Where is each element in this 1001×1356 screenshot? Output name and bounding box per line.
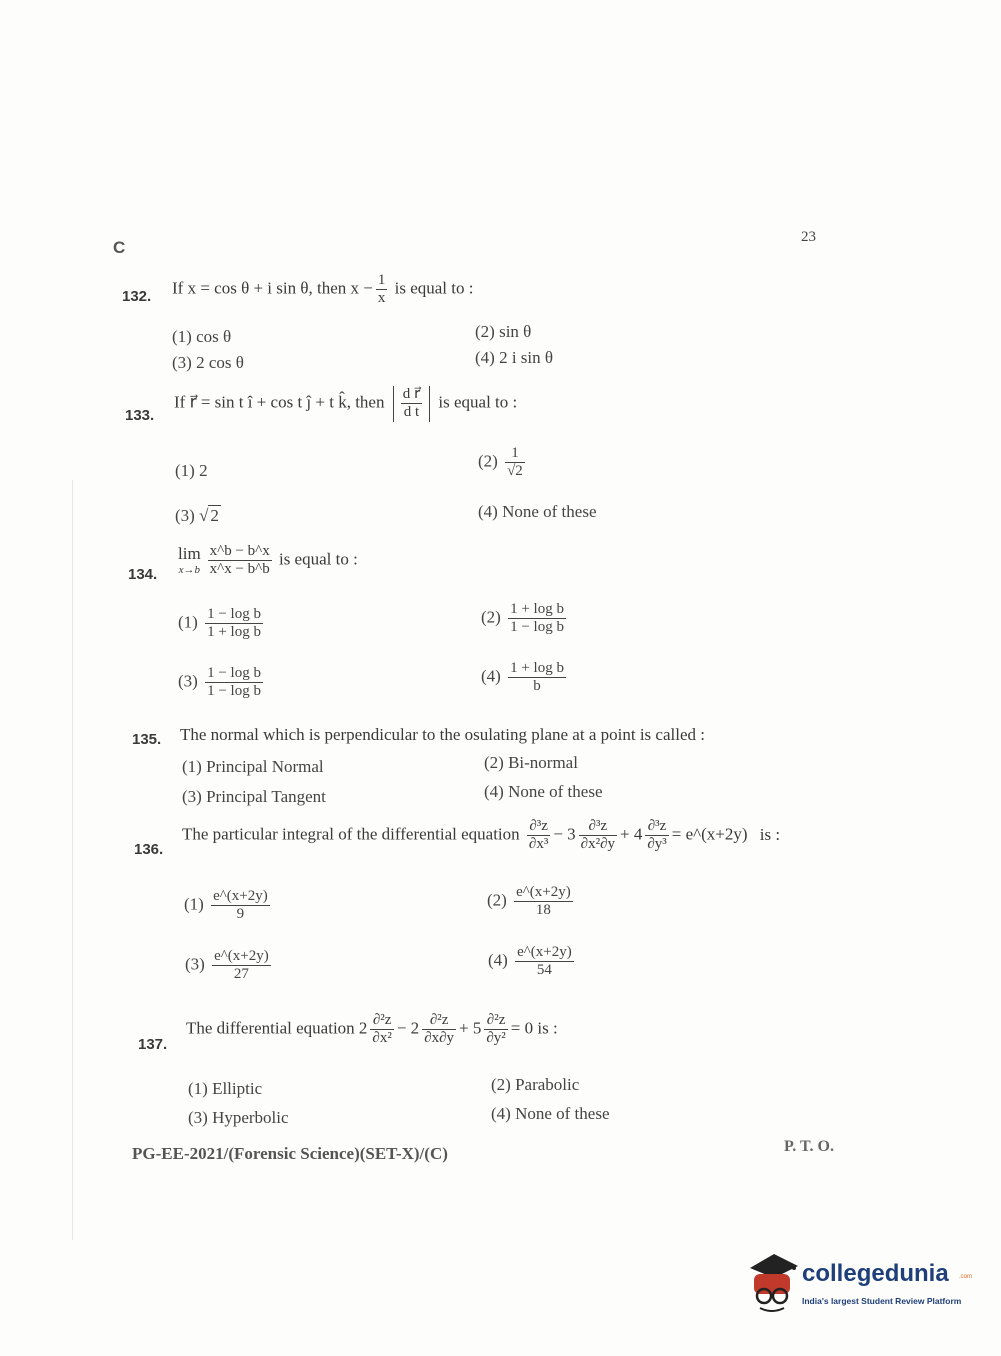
page-margin-line [72, 480, 73, 1240]
question-suffix: is equal to : [394, 278, 474, 298]
question-text: The normal which is perpendicular to the osulating plane at a point is called : [180, 725, 705, 744]
option-label: (2) [491, 1075, 511, 1094]
equation-rhs: = 0 [510, 1018, 534, 1038]
option-2[interactable] [491, 1075, 579, 1095]
derivative-term-1 [527, 818, 550, 854]
derivative-term-3 [645, 818, 668, 854]
pto-label: P. T. O. [784, 1138, 834, 1155]
option-label: (3) [182, 787, 202, 806]
fraction-numerator: e^(x+2y) [515, 944, 574, 962]
option-3[interactable] [178, 665, 266, 701]
option-label: (1) [182, 757, 202, 776]
fraction-denominator: 18 [535, 902, 551, 919]
limit-word: lim [178, 544, 201, 564]
derivative-term-3 [484, 1012, 507, 1048]
option-label: (3) [185, 954, 205, 974]
fraction-numerator: x^b − b^x [208, 543, 272, 561]
option-1[interactable] [172, 327, 231, 347]
option-2[interactable] [475, 322, 531, 342]
fraction-numerator: 1 + log b [508, 660, 566, 678]
option-4[interactable] [478, 502, 597, 522]
question-number: 133. [125, 407, 155, 424]
option-fraction [205, 665, 263, 701]
fraction-denominator: 1 + log b [207, 624, 261, 641]
option-text: Hyperbolic [212, 1108, 289, 1127]
operator: + 4 [620, 824, 643, 844]
option-label: (3) [178, 671, 198, 691]
option-text: Principal Tangent [206, 787, 326, 806]
operator: − 2 [396, 1018, 420, 1038]
fraction-denominator: x [377, 290, 386, 307]
fraction-numerator: ∂³z [527, 818, 550, 836]
option-text: Principal Normal [206, 757, 324, 776]
option-1[interactable] [178, 606, 266, 642]
derivative-term-2 [422, 1012, 456, 1048]
fraction-numerator: d r⃗ [401, 386, 422, 404]
option-fraction [508, 601, 566, 637]
option-fraction [211, 888, 270, 924]
fraction-numerator: ∂³z [579, 818, 617, 836]
option-label: (1) [188, 1079, 208, 1098]
question-suffix: is : [537, 1018, 558, 1038]
mascot-icon [744, 1250, 800, 1316]
option-label: (3) [172, 353, 192, 372]
option-label: (2) [481, 607, 501, 627]
fraction-denominator: x^x − b^b [209, 561, 270, 578]
option-label: (4) [481, 666, 501, 686]
question-text [186, 1012, 558, 1048]
option-label: (4) [484, 782, 504, 801]
question-stem: The particular integral of the differential equation [182, 824, 520, 844]
fraction-denominator: b [533, 678, 541, 695]
brand-tld: .com [959, 1274, 973, 1280]
option-text: 2 [199, 461, 208, 480]
option-label: (1) [175, 461, 195, 480]
option-4[interactable] [484, 782, 603, 802]
option-label: (2) [484, 753, 504, 772]
equation-rhs: = e^(x+2y) [671, 824, 748, 844]
fraction-numerator: ∂²z [484, 1012, 507, 1030]
option-2[interactable] [484, 753, 578, 773]
fraction-denominator: 1 − log b [207, 683, 261, 700]
question-number: 135. [132, 731, 162, 748]
question-text [182, 818, 780, 854]
fraction-numerator: ∂²z [370, 1012, 393, 1030]
option-1[interactable] [184, 888, 273, 924]
option-3[interactable] [188, 1108, 289, 1128]
question-prefix: If [172, 278, 184, 298]
option-label: (2) [487, 890, 507, 910]
option-label: (4) [491, 1104, 511, 1123]
limit-subscript: x→b [178, 564, 201, 577]
expression-lhs: x − [350, 278, 373, 298]
option-4[interactable] [475, 348, 553, 368]
question-number: 136. [134, 841, 164, 858]
option-text: sin θ [499, 322, 532, 341]
page-number: 23 [801, 229, 816, 245]
option-label: (1) [172, 327, 192, 346]
question-number: 137. [138, 1036, 168, 1053]
option-3[interactable] [172, 353, 244, 373]
option-1[interactable] [188, 1079, 262, 1099]
fraction [401, 386, 422, 422]
option-fraction [515, 944, 574, 980]
option-label: (4) [475, 348, 495, 367]
option-fraction [505, 445, 525, 481]
fraction-numerator: ∂³z [645, 818, 668, 836]
question-prefix: If [174, 392, 186, 412]
option-text: 2 [210, 506, 219, 525]
coefficient: 2 [358, 1018, 368, 1038]
option-3[interactable] [182, 787, 326, 807]
option-text: Elliptic [212, 1079, 263, 1098]
option-fraction [514, 884, 573, 920]
option-3[interactable] [175, 506, 221, 526]
question-suffix: is equal to : [438, 392, 518, 412]
fraction-denominator: ∂x∂y [424, 1030, 455, 1047]
question-text [172, 272, 473, 308]
limit [178, 545, 201, 576]
fraction-numerator: 1 [376, 272, 388, 290]
fraction [208, 543, 272, 579]
fraction-numerator: 1 − log b [205, 665, 263, 683]
fraction-denominator: ∂x³ [528, 836, 549, 853]
fraction-denominator: √2 [507, 463, 523, 480]
derivative-term-1 [370, 1012, 393, 1048]
brand-name: collegedunia [802, 1260, 949, 1287]
option-fraction [205, 606, 263, 642]
question-condition: r⃗ = sin t î + cos t ĵ + t k̂, then [189, 392, 385, 412]
paper-code: PG-EE-2021/(Forensic Science)(SET-X)/(C) [132, 1144, 448, 1163]
fraction-denominator: 27 [233, 966, 249, 983]
option-text: 2 i sin θ [499, 348, 554, 367]
option-text: None of these [502, 502, 597, 521]
question-suffix: is : [759, 824, 781, 844]
question-suffix: is equal to : [278, 549, 358, 569]
option-label: (4) [478, 502, 498, 521]
fraction-denominator: ∂x²∂y [580, 836, 615, 853]
fraction-denominator: d t [403, 404, 420, 421]
fraction-numerator: ∂²z [422, 1012, 456, 1030]
option-1[interactable] [182, 757, 324, 777]
option-label: (2) [478, 451, 498, 471]
operator: − 3 [553, 824, 576, 844]
option-text: Parabolic [515, 1075, 580, 1094]
fraction-numerator: 1 + log b [508, 601, 566, 619]
operator: + 5 [459, 1018, 482, 1038]
option-text: cos θ [196, 327, 232, 346]
brand-tagline: India's largest Student Review Platform [802, 1296, 962, 1306]
fraction-denominator: 54 [536, 962, 552, 979]
option-4[interactable] [491, 1104, 610, 1124]
option-label: (3) [188, 1108, 208, 1127]
fraction-numerator: e^(x+2y) [212, 948, 271, 966]
option-2[interactable] [487, 884, 576, 920]
question-number: 134. [128, 566, 158, 583]
fraction-numerator: 1 − log b [205, 606, 263, 624]
fraction-denominator: ∂y² [486, 1030, 506, 1047]
derivative-term-2 [579, 818, 617, 854]
magnitude-bars [393, 386, 430, 422]
fraction-denominator: 9 [236, 906, 245, 923]
fraction-numerator: 1 [505, 445, 525, 463]
question-text [174, 386, 517, 422]
option-text: Bi-normal [508, 753, 578, 772]
option-text: None of these [515, 1104, 610, 1123]
option-label: (1) [184, 894, 204, 914]
fraction [376, 272, 388, 308]
question-stem: The differential equation [186, 1018, 355, 1038]
option-fraction [508, 660, 566, 696]
question-condition: x = cos θ + i sin θ, then [187, 278, 347, 298]
fraction-numerator: e^(x+2y) [211, 888, 270, 906]
sqrt-symbol: √ 2 [199, 506, 219, 525]
option-3[interactable] [185, 948, 274, 984]
option-2[interactable] [481, 601, 569, 637]
question-number: 132. [122, 288, 152, 305]
option-4[interactable] [488, 944, 577, 980]
option-4[interactable] [481, 660, 569, 696]
option-text: 2 cos θ [196, 353, 244, 372]
set-letter: C [113, 238, 126, 257]
option-1[interactable] [175, 461, 208, 481]
fraction-denominator: ∂y³ [647, 836, 667, 853]
option-label: (2) [475, 322, 495, 341]
option-label: (1) [178, 612, 198, 632]
option-fraction [212, 948, 271, 984]
fraction-denominator: ∂x² [372, 1030, 392, 1047]
fraction-numerator: e^(x+2y) [514, 884, 573, 902]
option-label: (3) [175, 506, 195, 525]
option-2[interactable] [478, 445, 528, 481]
question-text [178, 543, 358, 579]
option-text: None of these [508, 782, 603, 801]
collegedunia-logo[interactable] [744, 1250, 974, 1320]
fraction-denominator: 1 − log b [510, 619, 564, 636]
option-label: (4) [488, 950, 508, 970]
